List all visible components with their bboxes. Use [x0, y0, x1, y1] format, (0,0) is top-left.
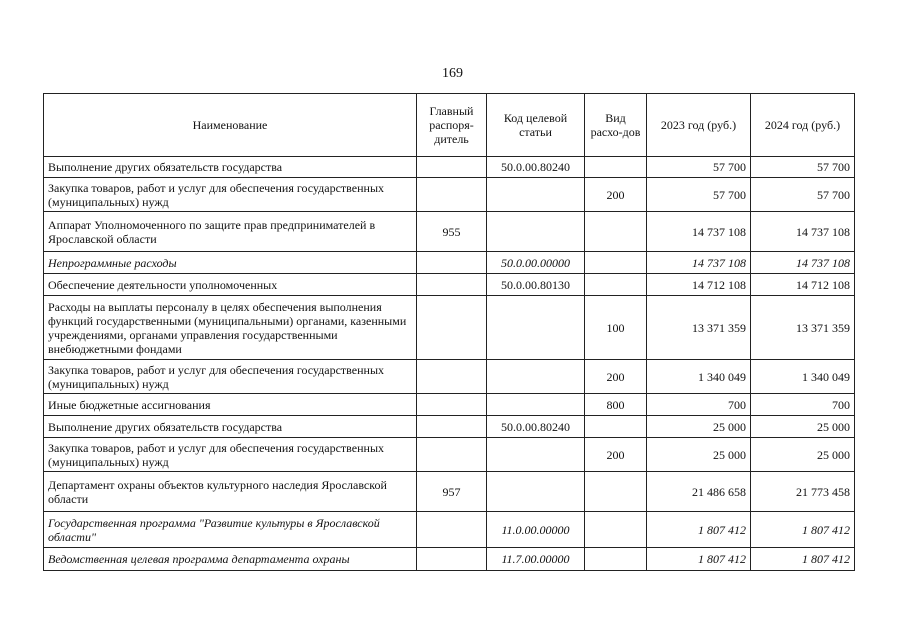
row-name: Выполнение других обязательств государства [44, 416, 417, 438]
row-vid [585, 548, 647, 571]
row-2023: 1 340 049 [647, 360, 751, 394]
row-kod [487, 212, 585, 252]
row-vid: 800 [585, 394, 647, 416]
table-row [44, 512, 855, 548]
row-2024: 1 340 049 [751, 360, 855, 394]
row-vid: 200 [585, 360, 647, 394]
row-name: Департамент охраны объектов культурного наследия Ярославской области [44, 472, 417, 512]
row-glav [417, 360, 487, 394]
row-2023: 1 807 412 [647, 512, 751, 548]
row-kod [487, 394, 585, 416]
row-2023: 14 712 108 [647, 274, 751, 296]
row-vid [585, 252, 647, 274]
header-name: Наименование [44, 94, 417, 157]
row-glav [417, 296, 487, 360]
row-kod [487, 472, 585, 512]
row-2023: 14 737 108 [647, 252, 751, 274]
row-name: Закупка товаров, работ и услуг для обеспечения государственных (муниципальных) нужд [44, 178, 417, 212]
row-2024: 14 712 108 [751, 274, 855, 296]
header-2023: 2023 год (руб.) [647, 94, 751, 157]
header-2024: 2024 год (руб.) [751, 94, 855, 157]
row-2024: 21 773 458 [751, 472, 855, 512]
row-2023: 700 [647, 394, 751, 416]
row-glav [417, 548, 487, 571]
row-2023: 57 700 [647, 157, 751, 178]
row-2024: 57 700 [751, 178, 855, 212]
table-row [44, 252, 855, 274]
row-name: Обеспечение деятельности уполномоченных [44, 274, 417, 296]
row-glav [417, 512, 487, 548]
row-name: Аппарат Уполномоченного по защите прав предпринимателей в Ярославской области [44, 212, 417, 252]
row-glav [417, 157, 487, 178]
table-row [44, 157, 855, 178]
table-row [44, 416, 855, 438]
table-row [44, 274, 855, 296]
row-2024: 13 371 359 [751, 296, 855, 360]
header-kod: Код целевой статьи [487, 94, 585, 157]
row-2024: 14 737 108 [751, 252, 855, 274]
row-2024: 700 [751, 394, 855, 416]
budget-table [43, 93, 855, 571]
row-2023: 1 807 412 [647, 548, 751, 571]
row-glav [417, 252, 487, 274]
row-name: Выполнение других обязательств государства [44, 157, 417, 178]
row-name: Закупка товаров, работ и услуг для обеспечения государственных (муниципальных) нужд [44, 360, 417, 394]
row-glav: 955 [417, 212, 487, 252]
row-2023: 25 000 [647, 416, 751, 438]
row-2024: 25 000 [751, 416, 855, 438]
row-name: Государственная программа "Развитие культуры в Ярославской области" [44, 512, 417, 548]
table-row [44, 178, 855, 212]
row-kod: 50.0.00.80240 [487, 416, 585, 438]
row-2023: 25 000 [647, 438, 751, 472]
table-row [44, 548, 855, 571]
row-glav [417, 274, 487, 296]
row-2024: 14 737 108 [751, 212, 855, 252]
row-2024: 1 807 412 [751, 548, 855, 571]
row-kod: 11.0.00.00000 [487, 512, 585, 548]
row-glav [417, 178, 487, 212]
row-2023: 21 486 658 [647, 472, 751, 512]
page-number: 169 [442, 66, 463, 81]
row-vid [585, 212, 647, 252]
row-kod: 50.0.00.80130 [487, 274, 585, 296]
row-vid [585, 416, 647, 438]
row-kod [487, 178, 585, 212]
row-vid: 100 [585, 296, 647, 360]
row-vid [585, 274, 647, 296]
row-vid [585, 472, 647, 512]
header-glav: Главный распоря-дитель [417, 94, 487, 157]
row-name: Закупка товаров, работ и услуг для обеспечения государственных (муниципальных) нужд [44, 438, 417, 472]
row-vid [585, 157, 647, 178]
row-2023: 13 371 359 [647, 296, 751, 360]
row-2024: 1 807 412 [751, 512, 855, 548]
row-kod [487, 438, 585, 472]
table-row [44, 212, 855, 252]
row-kod [487, 360, 585, 394]
row-vid [585, 512, 647, 548]
row-kod [487, 296, 585, 360]
row-glav [417, 416, 487, 438]
table-row [44, 472, 855, 512]
table-row [44, 438, 855, 472]
row-glav [417, 438, 487, 472]
row-vid: 200 [585, 438, 647, 472]
row-2024: 25 000 [751, 438, 855, 472]
row-vid: 200 [585, 178, 647, 212]
row-name: Иные бюджетные ассигнования [44, 394, 417, 416]
table-body [44, 157, 855, 571]
row-name: Непрограммные расходы [44, 252, 417, 274]
table-row [44, 394, 855, 416]
row-kod: 11.7.00.00000 [487, 548, 585, 571]
row-kod: 50.0.00.00000 [487, 252, 585, 274]
table-row [44, 296, 855, 360]
table-row [44, 360, 855, 394]
row-2023: 57 700 [647, 178, 751, 212]
row-kod: 50.0.00.80240 [487, 157, 585, 178]
row-2023: 14 737 108 [647, 212, 751, 252]
row-glav [417, 394, 487, 416]
header-vid: Вид расхо-дов [585, 94, 647, 157]
row-2024: 57 700 [751, 157, 855, 178]
row-name: Расходы на выплаты персоналу в целях обеспечения выполнения функций государственными (муниципальными) органами, казенными учреждениями, органами управления государственными внебюджетными фондами [44, 296, 417, 360]
table-header-row [44, 94, 855, 157]
row-name: Ведомственная целевая программа департамента охраны [44, 548, 417, 571]
row-glav: 957 [417, 472, 487, 512]
